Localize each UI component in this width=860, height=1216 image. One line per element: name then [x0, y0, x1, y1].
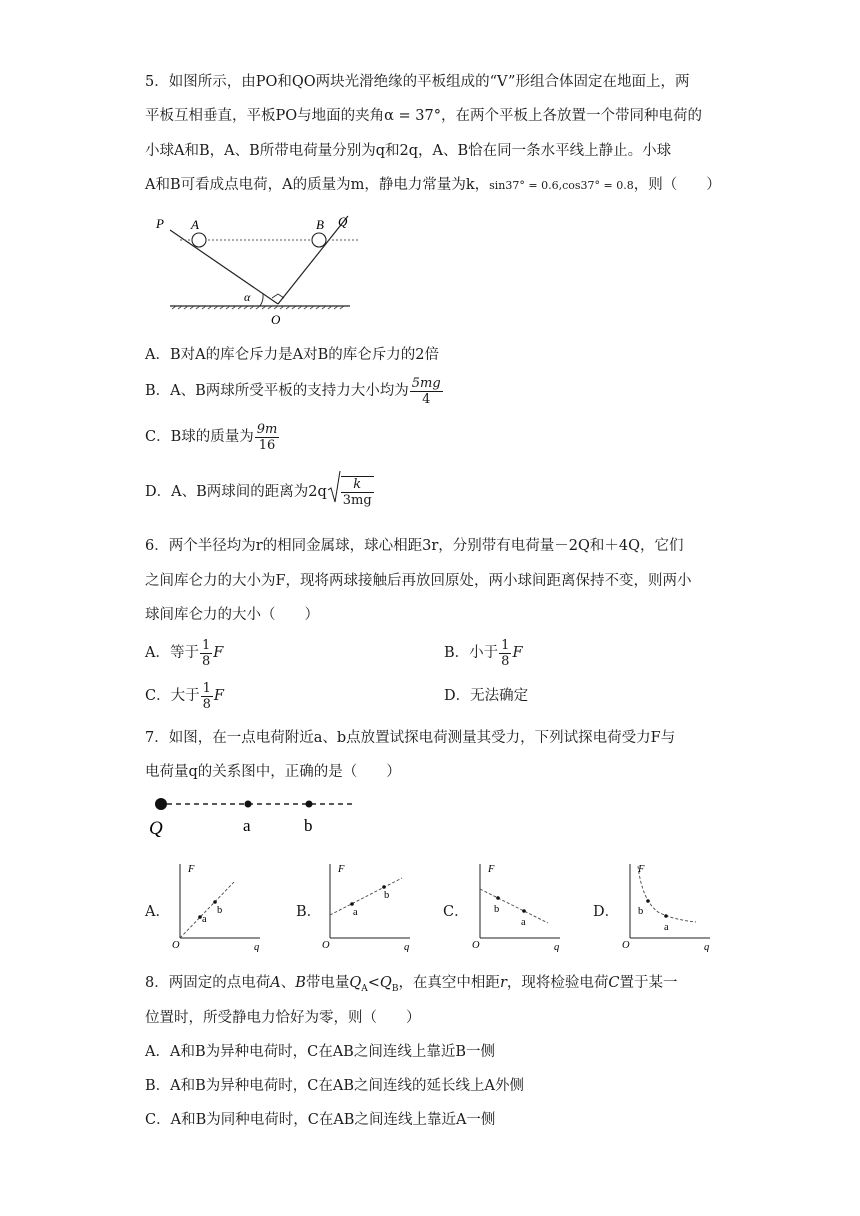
q7-option-d-label: D． [593, 904, 620, 920]
fraction-numerator: 1 [201, 637, 211, 653]
q8-option-a: A．A和B为异种电荷时，C在AB之间连线上靠近B一侧 [145, 1044, 495, 1060]
q8-option-c: C．A和B为同种电荷时，C在AB之间连线上靠近A一侧 [145, 1112, 496, 1128]
axis-label-F: F [338, 864, 345, 875]
q6-option-c-fraction [201, 681, 213, 712]
graph-c-point-a: a [521, 917, 526, 928]
label-Q: Q [338, 214, 348, 229]
q5-line-2: 平板互相垂直，平板PO与地面的夹角α = 37°，在两个平板上各放置一个带同种电荷的 [145, 108, 703, 124]
q6-option-b-text: B．小于 [444, 645, 499, 661]
q6-option-b [444, 636, 523, 670]
origin-label: O [172, 940, 180, 951]
q7-graph-d [618, 856, 718, 952]
q8-symbol-B: B [295, 975, 306, 991]
fraction-denominator: 8 [201, 653, 211, 669]
q8-subscript-B: B [391, 983, 399, 994]
q5-option-a: A．B对A的库仑斥力是A对B的库仑斥力的2倍 [145, 347, 439, 363]
q5-line-3: 小球A和B，A、B所带电荷量分别为q和2q，A、B恰在同一条水平线上静止。小球 [145, 143, 672, 159]
fraction-numerator: 9m [256, 421, 278, 437]
q5-option-b [145, 374, 444, 408]
q7-graph-a [168, 856, 268, 952]
q7-option-a-label: A． [145, 904, 170, 920]
q7-graph-b [318, 856, 418, 952]
q8-symbol-r: r [499, 975, 507, 991]
graph-b-point-a: a [353, 907, 358, 918]
q8-text: 、 [280, 975, 296, 991]
force-symbol: F [213, 688, 224, 704]
axis-label-q: q [404, 942, 410, 952]
sqrt-symbol [327, 470, 375, 514]
q5-option-c [145, 420, 280, 454]
q7-graph-c [468, 856, 568, 952]
graph-b-point-b: b [384, 890, 390, 901]
label-P: P [156, 216, 164, 231]
q8-text: 置于某一 [619, 975, 678, 991]
q5-option-d [145, 470, 375, 514]
axis-label-q: q [554, 942, 560, 952]
graph-c-point-b: b [494, 904, 500, 915]
q8-subscript-A: A [361, 983, 368, 994]
force-symbol: F [213, 645, 224, 661]
q5-line-4 [145, 175, 721, 196]
q7-option-c-label: C． [443, 904, 469, 920]
q8-less-than: < [367, 975, 380, 991]
fraction-numerator: 1 [202, 680, 211, 696]
force-symbol: F [512, 645, 523, 661]
fraction-denominator: 8 [501, 653, 510, 669]
graph-d-point-a: a [664, 922, 669, 933]
q8-symbol-QB: Q [379, 975, 392, 991]
graph-a-point-b: b [217, 905, 223, 916]
q5-option-c-text: C．B球的质量为 [145, 429, 254, 445]
fraction-denominator: 4 [422, 391, 431, 407]
origin-label: O [322, 940, 330, 951]
label-A: A [191, 217, 199, 232]
source-charge [155, 798, 167, 810]
q5-v-plates-figure [150, 210, 370, 330]
label-a: a [243, 816, 251, 835]
graph-a-point-a: a [202, 914, 207, 925]
fraction-denominator: 16 [258, 437, 276, 453]
axis-label-q: q [704, 942, 710, 952]
q5-option-b-fraction [410, 376, 443, 407]
q5-option-d-fraction [341, 476, 374, 508]
q8-symbol-QA: Q [349, 975, 362, 991]
label-alpha: α [244, 290, 251, 304]
q6-option-b-fraction [499, 638, 511, 669]
q5-trig-values: sin37° = 0.6,cos37° = 0.8 [489, 179, 634, 192]
q6-option-a [145, 636, 223, 670]
q5-line-4a: A和B可看成点电荷，A的质量为m，静电力常量为k， [145, 177, 490, 193]
q7-point-charge-figure [145, 790, 365, 838]
q8-text: 带电量 [305, 975, 350, 991]
q8-line-2: 位置时，所受静电力恰好为零，则（ ） [145, 1010, 421, 1026]
q7-line-1: 7．如图，在一点电荷附近a、b点放置试探电荷测量其受力，下列试探电荷受力F与 [145, 730, 676, 746]
q8-option-b: B．A和B为异种电荷时，C在AB之间连线的延长线上A外侧 [145, 1078, 524, 1094]
q6-option-a-fraction [200, 638, 212, 669]
fraction-denominator: 3mg [342, 493, 372, 508]
q6-option-a-text: A．等于 [145, 645, 199, 661]
fraction-denominator: 8 [202, 696, 211, 712]
q8-line-1 [145, 973, 677, 999]
radical-sign-icon [327, 470, 341, 504]
q8-text: ，在真空中相距 [398, 975, 500, 991]
q5-option-c-fraction [255, 422, 280, 453]
q8-text: 8．两固定的点电荷 [145, 975, 271, 991]
fraction-numerator: 5mg [411, 375, 441, 391]
q5-option-d-text: D．A、B两球间的距离为2q [145, 484, 327, 500]
origin-label: O [622, 940, 630, 951]
q6-line-3: 球间库仑力的大小（ ） [145, 607, 319, 623]
label-B: B [316, 217, 324, 232]
axis-label-F: F [188, 864, 195, 875]
fraction-numerator: 1 [501, 637, 510, 653]
q6-line-1: 6．两个半径均为r的相同金属球，球心相距3r，分别带有电荷量－2Q和＋4Q，它们 [145, 538, 684, 554]
q7-option-b-label: B． [296, 904, 322, 920]
point-b [306, 801, 313, 808]
point-a [245, 801, 252, 808]
axis-label-F: F [638, 864, 645, 875]
fraction-numerator: k [341, 477, 374, 493]
q8-text: ，现将检验电荷 [506, 975, 609, 991]
label-Q: Q [149, 818, 163, 838]
q8-symbol-C: C [608, 975, 620, 991]
graph-d-point-b: b [638, 906, 644, 917]
q8-symbol-A: A [270, 975, 281, 991]
axis-label-F: F [488, 864, 495, 875]
q6-line-2: 之间库仑力的大小为F，现将两球接触后再放回原处，两小球间距离保持不变，则两小 [145, 573, 692, 589]
q7-line-2: 电荷量q的关系图中，正确的是（ ） [145, 764, 401, 780]
label-O: O [271, 312, 281, 327]
axis-label-q: q [254, 942, 260, 952]
origin-label: O [472, 940, 480, 951]
q5-line-1: 5．如图所示，由PO和QO两块光滑绝缘的平板组成的“V”形组合体固定在地面上，两 [145, 74, 690, 90]
q5-line-4c: ，则（ ） [633, 177, 721, 193]
q5-option-b-text: B．A、B两球所受平板的支持力大小均为 [145, 383, 409, 399]
q6-option-c-text: C．大于 [145, 688, 200, 704]
label-b: b [304, 816, 313, 835]
q6-option-d: D．无法确定 [444, 688, 529, 704]
q6-option-c [145, 679, 224, 713]
